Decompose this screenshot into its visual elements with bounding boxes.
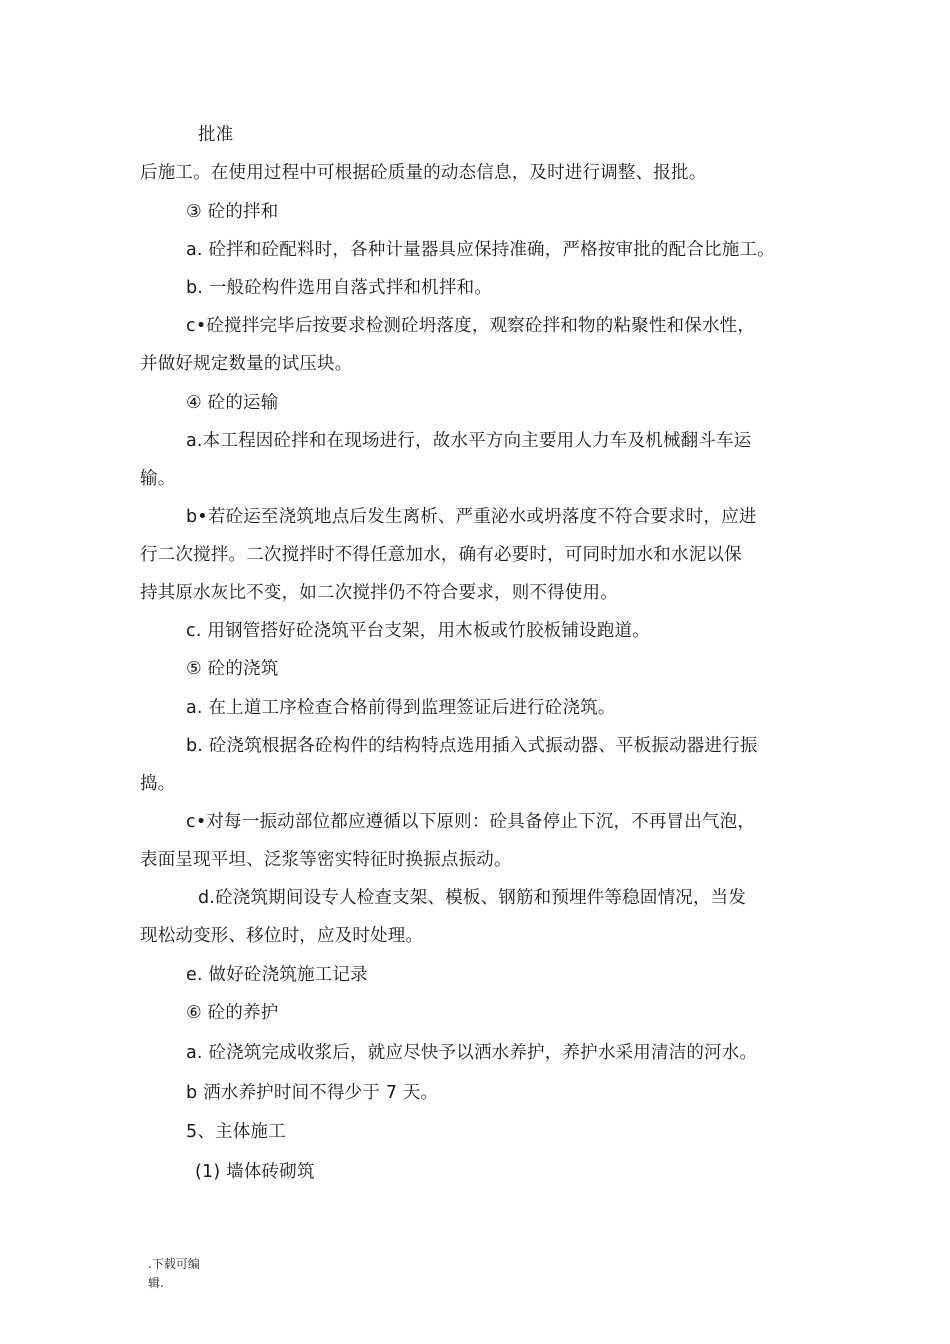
text-line: 表面呈现平坦、泛浆等密实特征时换振点振动。 [140,850,512,870]
text-line: 行二次搅拌。二次搅拌时不得任意加水，确有必要时，可同时加水和水泥以保 [140,545,742,565]
text-line: 输。 [140,469,176,489]
text-line: a.本工程因砼拌和在现场进行，故水平方向主要用人力车及机械翻斗车运 [186,431,752,451]
text-line: 现松动变形、移位时，应及时处理。 [140,926,424,946]
text-line: 后施工。在使用过程中可根据砼质量的动态信息，及时进行调整、报批。 [140,163,707,183]
text-line: b. 砼浇筑根据各砼构件的结构特点选用插入式振动器、平板振动器进行振 [186,736,758,756]
text-line: b. 一般砼构件选用自落式拌和机拌和。 [186,278,493,298]
text-line: 并做好规定数量的试压块。 [140,354,353,374]
section-heading: ⑥ 砼的养护 [186,1003,279,1023]
section-heading: (1) 墙体砖砌筑 [195,1162,315,1182]
section-heading: ④ 砼的运输 [186,393,279,413]
section-heading: ⑤ 砼的浇筑 [186,659,279,679]
footer-note: 辑. [148,1276,164,1290]
text-line: 批准 [198,125,234,145]
text-line: d.砼浇筑期间设专人检查支架、模板、钢筋和预埋件等稳固情况，当发 [198,888,747,908]
text-line: 持其原水灰比不变，如二次搅拌仍不符合要求，则不得使用。 [140,583,618,603]
section-heading: 5、主体施工 [186,1122,286,1142]
text-line: a. 砼浇筑完成收浆后，就应尽快予以洒水养护，养护水采用清洁的河水。 [186,1043,758,1063]
text-line: c•砼搅拌完毕后按要求检测砼坍落度，观察砼拌和物的粘聚性和保水性， [186,316,756,336]
text-line: e. 做好砼浇筑施工记录 [186,965,368,985]
text-line: b•若砼运至浇筑地点后发生离析、严重泌水或坍落度不符合要求时，应进 [186,507,757,527]
section-heading: ③ 砼的拌和 [186,202,279,222]
text-line: b 洒水养护时间不得少于 7 天。 [186,1083,439,1103]
text-line: 捣。 [140,774,176,794]
text-line: a. 砼拌和砼配料时，各种计量器具应保持准确，严格按审批的配合比施工。 [186,240,775,260]
text-line: c. 用钢管搭好砼浇筑平台支架，用木板或竹胶板铺设跑道。 [186,621,650,641]
text-line: c•对每一振动部位都应遵循以下原则：砼具备停止下沉，不再冒出气泡， [186,812,756,832]
text-line: a. 在上道工序检查合格前得到监理签证后进行砼浇筑。 [186,698,616,718]
footer-note: .下载可编 [148,1257,200,1271]
